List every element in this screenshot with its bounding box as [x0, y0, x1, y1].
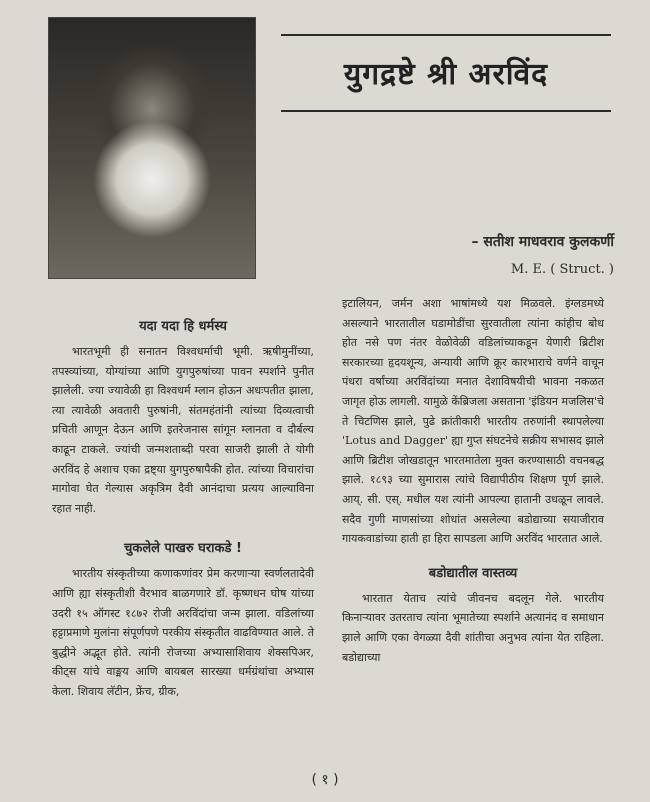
section-heading-3: बडोद्यातील वास्तव्य: [428, 565, 518, 581]
section-text-2: भारतीय संस्कृतीच्या कणाकणांवर प्रेम करणाऱ्या स्वर्णलतादेवी आणि ह्या संस्कृतीशी वैरभाव बाळगणारे डॉ. कृष्णधन घोष यांच्या उदरी १५ ऑगस्ट १८७२ रोजी अरविंदांचा जन्म झाला. वडिलांच्या हट्टाप्रमाणे मुलांना संपूर्णपणे परकीय संस्कृतीत वाढविण्यात आले. ते बुद्धीने अद्भूत होते. त्यांनी रोजच्या अभ्यासाशिवाय शेक्सपिअर, कीट्स यांचे वाङ्मय आणि बायबल सारख्या धर्मग्रंथांचा अभ्यास केला. शिवाय लॅटीन, फ्रेंच, ग्रीक,: [52, 567, 314, 698]
continued-text: इटालियन, जर्मन अशा भाषांमध्ये यश मिळवले. इंग्लडमध्ये असल्याने भारतातील घडामोडींचा सुरवातीला त्यांना कांहीच बोध होत नसे पण नंतर वेळोवेळी वडिलांच्याकडून येणारी ब्रिटीश सरकारच्या हृदयशून्य, अन्यायी आणि क्रूर कारभाराचे वर्णने वाचून पंधरा वर्षांच्या अरविंदांच्या मनात देशाविषयीची भावना नकळत जागृत होऊ लागली. यामुळे केंब्रिजला असताना 'इंडियन मजलिस'चे ते चिटणिस झाले, पुढे क्रांतीकारी भारतीय तरुणांनी स्थापलेल्या 'Lotus and Dagger' ह्या गुप्त संघटनेचे सक्रीय सभासद झाले आणि ब्रिटीश जोखडातून भारतमातेला मुक्त करण्यासाठी वचनबद्ध झाले. १८९३ च्या सुमारास त्यांचे विद्यापीठीय शिक्षण पूर्ण झाले. आय्. सी. एस्. मधील यश त्यांनी आपल्या हातानी उधळून लावले. सदैव गुणी माणसांच्या शोधांत असलेल्या बडोद्याच्या सयाजीराव गायकवाडांच्या हाती हा हिरा सापडला आणि अरविंद भारतात आले.: [342, 297, 604, 546]
author-degree: M. E. ( Struct. ): [510, 262, 614, 277]
section-text-1: भारतभूमी ही सनातन विश्वधर्माची भूमी. ऋषीमुनींच्या, तपस्व्यांच्या, योग्यांच्या आणि युगपुरुषांच्या पावन स्पर्शाने पुनीत झालेली. ज्या ज्यावेळी हा विश्वधर्म म्लान होऊन अधःपतीत झाला, त्या त्यावेळी अवतारी पुरुषांनी, संतमहंतांनी त्यांच्या दिव्यत्वाची प्रचिती आणून देऊन आणि इतरेजनास सांगून म्लानता व दौर्बल्य काढून टाकले. ज्यांची जन्मशताब्दी परवा साजरी झाली ते योगी अरविंद हे अशाच एका द्रष्ट्या युगपुरुषापैकी होत. त्यांच्या विचारांचा मागोवा घेत गेल्यास अकृत्रिम दैवी आनंदाचा प्रत्यय आल्याविना रहात नाही.: [52, 345, 314, 515]
title-rule-bottom: [281, 110, 611, 112]
author-name: – सतीश माधवराव कुलकर्णी: [471, 234, 614, 250]
page-title: युगद्रष्टे श्री अरविंद: [343, 57, 549, 92]
portrait-photo: [48, 17, 256, 279]
left-column: [52, 294, 314, 702]
right-column: [342, 294, 604, 667]
section-heading-2: चुकलेले पाखरु घराकडे !: [124, 541, 242, 557]
page-number: ( १ ): [311, 772, 339, 788]
section-heading-1: यदा यदा हि धर्मस्य: [139, 319, 227, 334]
section-text-3: भारतात येताच त्यांचे जीवनच बदलून गेले. भारतीय किनाऱ्यावर उतरताच त्यांना भूमातेच्या स्पर्शाने अत्यानंद व समाधान झाले आणि एका वेगळ्या दैवी शांतीचा अनुभव त्यांना येत राहिला. बडोद्याच्या: [342, 591, 604, 664]
title-rule-top: [281, 34, 611, 36]
